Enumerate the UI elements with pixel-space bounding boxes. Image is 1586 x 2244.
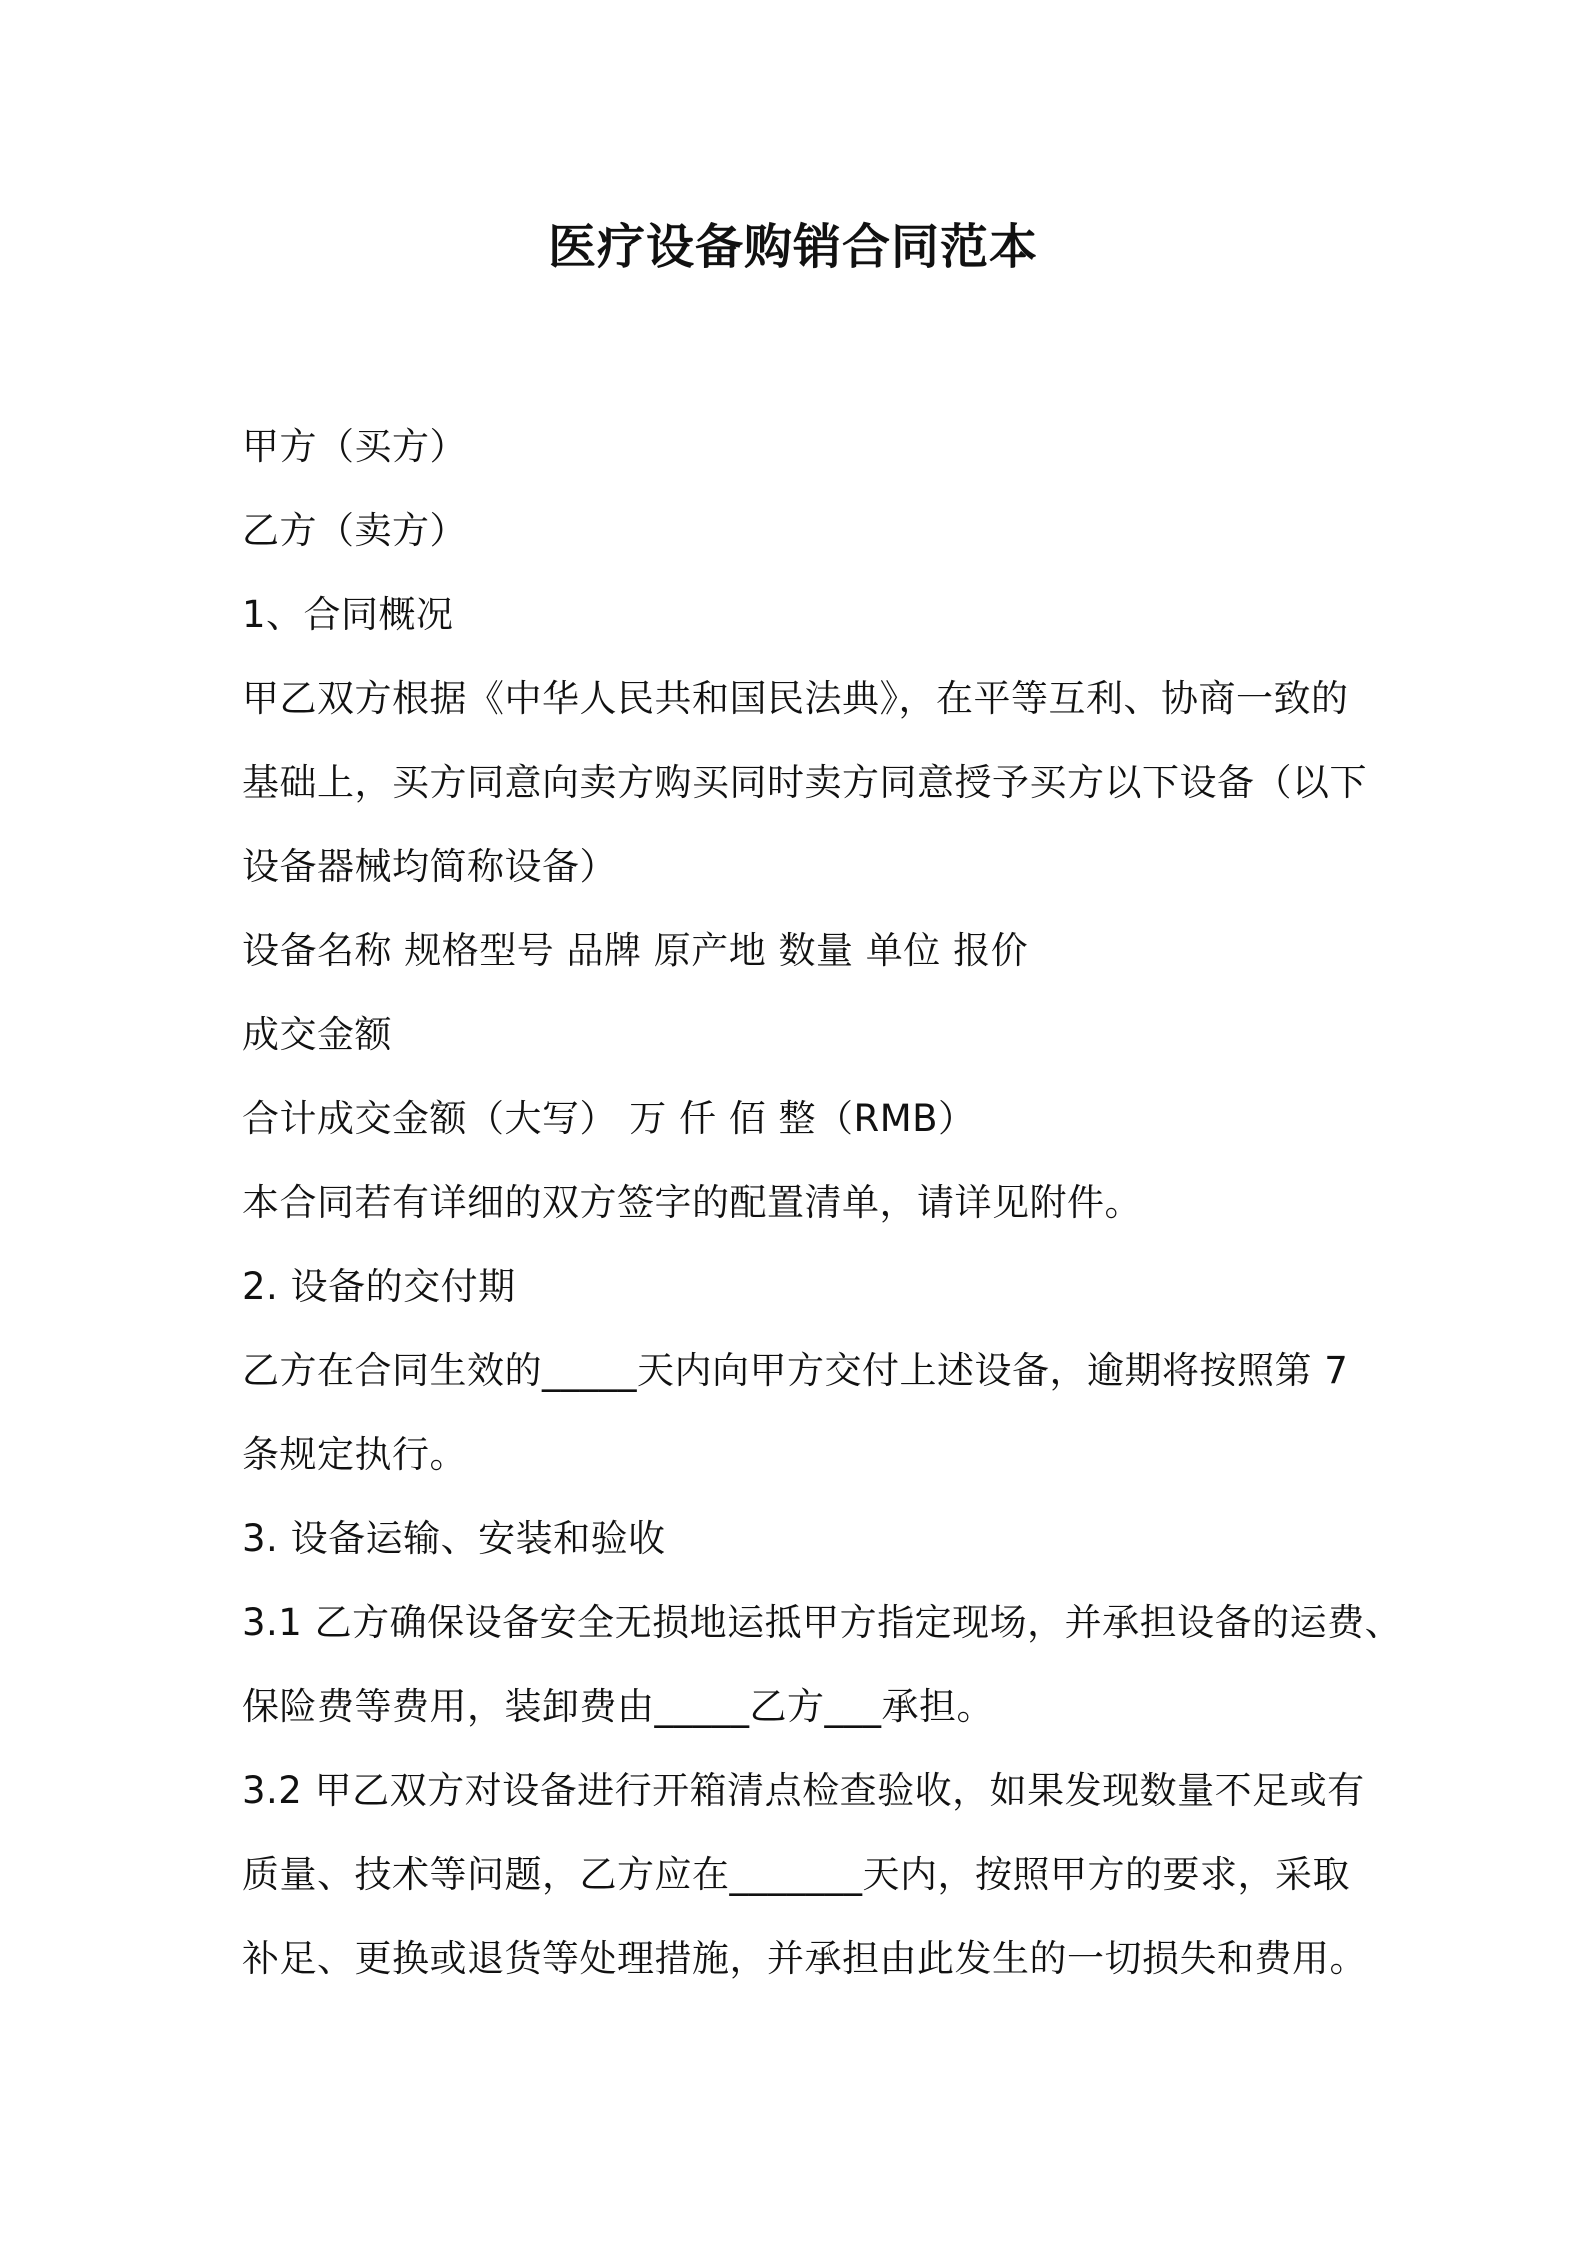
document-body: [242, 405, 1403, 2001]
equipment-fields-line: 设备名称 规格型号 品牌 原产地 数量 单位 报价: [242, 929, 1029, 972]
clause-3-2-line: 3.2 甲乙双方对设备进行开箱清点检查验收，如果发现数量不足或有: [242, 1769, 1365, 1812]
section-2-heading: 2. 设备的交付期: [242, 1265, 516, 1308]
paragraph-line: 甲乙双方根据《中华人民共和国民法典》，在平等互利、协商一致的: [242, 677, 1349, 720]
paragraph-line: 条规定执行。: [242, 1433, 467, 1476]
document-title: 医疗设备购销合同范本: [547, 219, 1038, 275]
party-b-line: 乙方（卖方）: [242, 509, 467, 552]
clause-3-2-line: 质量、技术等问题，乙方应在_______天内，按照甲方的要求，采取: [242, 1853, 1350, 1896]
clause-3-1-line: 保险费等费用，装卸费由_____乙方___承担。: [242, 1685, 994, 1728]
attachment-note-line: 本合同若有详细的双方签字的配置清单，请详见附件。: [242, 1181, 1142, 1224]
total-amount-line: 合计成交金额（大写） 万 仟 佰 整（RMB）: [242, 1097, 976, 1140]
deal-amount-line: 成交金额: [242, 1013, 392, 1056]
paragraph-line: 基础上，买方同意向卖方购买同时卖方同意授予买方以下设备（以下: [242, 761, 1367, 804]
party-a-line: 甲方（买方）: [242, 425, 467, 468]
section-1-heading: 1、合同概况: [242, 593, 454, 636]
paragraph-line: 设备器械均简称设备）: [242, 845, 617, 888]
clause-3-1-line: 3.1 乙方确保设备安全无损地运抵甲方指定现场，并承担设备的运费、: [242, 1601, 1403, 1644]
section-3-heading: 3. 设备运输、安装和验收: [242, 1517, 666, 1560]
paragraph-line: 乙方在合同生效的_____天内向甲方交付上述设备，逾期将按照第 7: [242, 1349, 1349, 1392]
clause-3-2-line: 补足、更换或退货等处理措施，并承担由此发生的一切损失和费用。: [242, 1937, 1367, 1980]
